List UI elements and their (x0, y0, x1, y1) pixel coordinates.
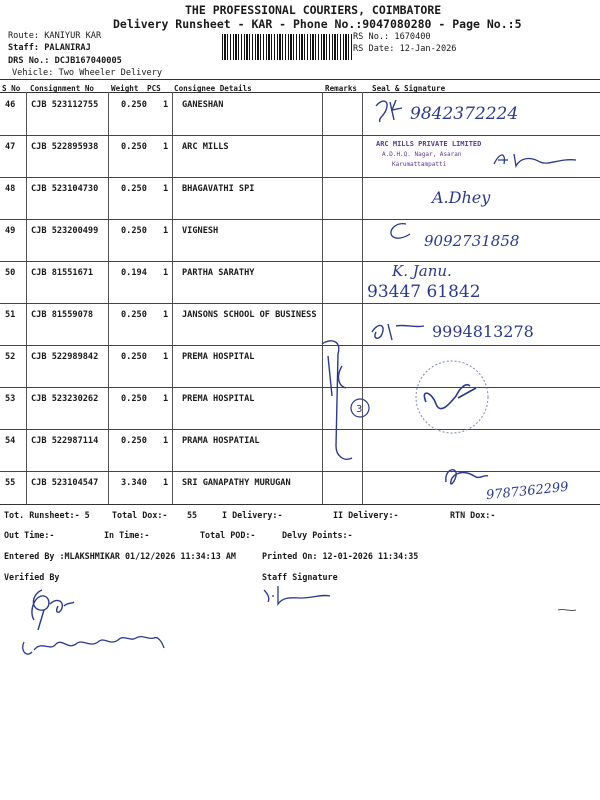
handwritten-phone: 93447 61842 (367, 282, 481, 302)
handwritten-phone: 9994813278 (432, 322, 534, 341)
row-consignee: JANSONS SCHOOL OF BUSINESS (182, 310, 317, 320)
table-row (0, 177, 600, 220)
margin-mark (556, 606, 578, 616)
handwritten-phone: 9842372224 (410, 104, 519, 124)
handwritten-phone: 9092731858 (424, 232, 520, 250)
row-weight: 0.250 (121, 436, 147, 446)
rs-number: RS No.: 1670400 (353, 32, 431, 42)
row-weight: 3.340 (121, 478, 147, 488)
row-weight: 0.250 (121, 142, 147, 152)
table-row (0, 387, 600, 430)
company-stamp: ARC MILLS PRIVATE LIMITED (376, 140, 482, 148)
table-top-rule (0, 79, 600, 80)
row-pcs: 1 (163, 436, 169, 446)
ii-delivery: II Delivery:- (333, 510, 399, 520)
printed-on: Printed On: 12-01-2026 11:34:35 (262, 551, 419, 561)
row-pcs: 1 (163, 142, 169, 152)
total-pod: Total POD:- (200, 530, 256, 540)
row-consignment: CJB 81551671 (31, 268, 94, 278)
row-pcs: 1 (163, 268, 169, 278)
runsheet-title: Delivery Runsheet - KAR - Phone No.:9047080280 - Page No.:5 (113, 17, 522, 31)
row-pcs: 1 (163, 352, 169, 362)
col-pcs: PCS (147, 84, 161, 93)
staff-signature (262, 584, 332, 608)
signature-scribble (440, 462, 490, 492)
bracket-mark (316, 336, 376, 466)
barcode (222, 34, 352, 60)
signature-scribble (372, 96, 412, 126)
total-dox-label: Total Dox:- (112, 510, 168, 520)
handwritten-phone: 9787362299 (485, 479, 570, 504)
row-consignment: CJB 523104730 (31, 184, 99, 194)
delvy-points: Delvy Points:- (282, 530, 353, 540)
row-consignment: CJB 81559078 (31, 310, 94, 320)
company-title: THE PROFESSIONAL COURIERS, COIMBATORE (185, 3, 442, 17)
col-remarks: Remarks (325, 84, 358, 93)
company-stamp: A.D.H.Q. Nagar, Asaran (382, 151, 462, 158)
row-consignee: VIGNESH (182, 226, 219, 236)
row-sno: 51 (5, 310, 16, 320)
signature-scribble (386, 220, 416, 242)
table-row (0, 429, 600, 472)
signature-scribble (490, 148, 580, 170)
col-consignee: Consignee Details (174, 84, 252, 93)
row-consignment: CJB 523200499 (31, 226, 99, 236)
row-consignment: CJB 522987114 (31, 436, 99, 446)
row-sno: 52 (5, 352, 16, 362)
row-sno: 53 (5, 394, 16, 404)
row-consignment: CJB 522989842 (31, 352, 99, 362)
row-weight: 0.250 (121, 394, 147, 404)
row-consignee: BHAGAVATHI SPI (182, 184, 255, 194)
verified-by-label: Verified By (4, 572, 60, 582)
table-row (0, 345, 600, 388)
verified-signature (20, 580, 180, 670)
i-delivery: I Delivery:- (222, 510, 283, 520)
row-weight: 0.250 (121, 226, 147, 236)
row-pcs: 1 (163, 394, 169, 404)
company-stamp: Karumattampatti (392, 161, 447, 168)
rtn-dox: RTN Dox:- (450, 510, 496, 520)
out-time: Out Time:- (4, 530, 55, 540)
handwritten-name: A.Dhey (432, 188, 491, 207)
rs-date: RS Date: 12-Jan-2026 (353, 44, 457, 54)
row-sno: 50 (5, 268, 16, 278)
row-consignment: CJB 523104547 (31, 478, 99, 488)
row-pcs: 1 (163, 310, 169, 320)
col-seal: Seal & Signature (372, 84, 446, 93)
hospital-stamp (406, 358, 498, 436)
staff-label: Staff: PALANIRAJ (8, 43, 91, 53)
col-consignment: Consignment No (30, 84, 95, 93)
row-sno: 48 (5, 184, 16, 194)
vehicle-label: Vehicle: Two Wheeler Delivery (12, 68, 163, 78)
row-pcs: 1 (163, 100, 169, 110)
row-pcs: 1 (163, 184, 169, 194)
row-consignment: CJB 523230262 (31, 394, 99, 404)
row-consignee: PREMA HOSPITAL (182, 394, 255, 404)
row-consignee: PARTHA SARATHY (182, 268, 255, 278)
handwritten-name: K. Janu. (392, 262, 452, 280)
row-weight: 0.250 (121, 184, 147, 194)
table-row (0, 261, 600, 304)
row-sno: 54 (5, 436, 16, 446)
staff-signature-label: Staff Signature (262, 572, 338, 582)
row-sno: 55 (5, 478, 16, 488)
tot-runsheet: Tot. Runsheet:- 5 (4, 510, 90, 520)
row-consignee: ARC MILLS (182, 142, 229, 152)
col-sno: S No (2, 84, 21, 93)
row-sno: 46 (5, 100, 16, 110)
row-consignee: PREMA HOSPITAL (182, 352, 255, 362)
svg-text:3: 3 (356, 404, 363, 415)
row-sno: 49 (5, 226, 16, 236)
row-consignee: SRI GANAPATHY MURUGAN (182, 478, 291, 488)
row-weight: 0.250 (121, 352, 147, 362)
in-time: In Time:- (104, 530, 150, 540)
row-consignment: CJB 523112755 (31, 100, 99, 110)
signature-scribble (368, 318, 428, 344)
drs-number: DRS No.: DCJB167040005 (8, 56, 122, 66)
row-consignee: GANESHAN (182, 100, 224, 110)
col-weight: Weight (111, 84, 139, 93)
row-consignment: CJB 522895938 (31, 142, 99, 152)
row-weight: 0.250 (121, 100, 147, 110)
route-label: Route: KANIYUR KAR (8, 31, 102, 41)
entered-by: Entered By :MLAKSHMIKAR 01/12/2026 11:34:13 AM (4, 551, 236, 561)
total-dox-value: 55 (187, 510, 198, 520)
row-pcs: 1 (163, 478, 169, 488)
table-bottom-rule (0, 504, 600, 505)
row-weight: 0.194 (121, 268, 147, 278)
row-sno: 47 (5, 142, 16, 152)
row-weight: 0.250 (121, 310, 147, 320)
row-consignee: PRAMA HOSPATIAL (182, 436, 260, 446)
row-pcs: 1 (163, 226, 169, 236)
